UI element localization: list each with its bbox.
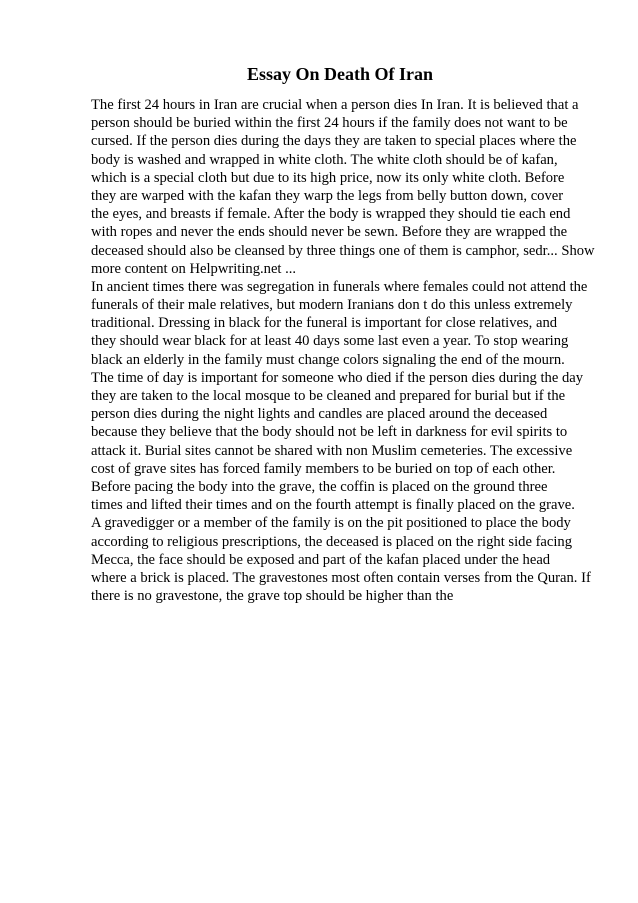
document-body (91, 96, 595, 605)
body-line: body is washed and wrapped in white cloth. The white cloth should be of kafan, (91, 151, 558, 168)
body-line: attack it. Burial sites cannot be shared with non Muslim cemeteries. The excessive (91, 442, 573, 459)
body-line: person dies during the night lights and candles are placed around the deceased (91, 406, 548, 423)
body-line: traditional. Dressing in black for the funeral is important for close relatives, and (91, 315, 558, 332)
body-line: times and lifted their times and on the fourth attempt is finally placed on the grave. (91, 497, 575, 514)
body-line: In ancient times there was segregation in funerals where females could not attend the (91, 278, 588, 295)
body-line: funerals of their male relatives, but modern Iranians don t do this unless extremely (91, 297, 573, 314)
body-line: with ropes and never the ends should never be sewn. Before they are wrapped the (91, 224, 568, 241)
body-line: according to religious prescriptions, the deceased is placed on the right side facing (91, 533, 573, 550)
body-line: Mecca, the face should be exposed and part of the kafan placed under the head (91, 551, 551, 568)
body-line: more content on Helpwriting.net ... (91, 260, 297, 277)
body-line: A gravedigger or a member of the family is on the pit positioned to place the body (91, 515, 571, 532)
body-line: The time of day is important for someone who died if the person dies during the day (91, 369, 584, 386)
body-line: person should be buried within the first 24 hours if the family does not want to be (91, 115, 568, 132)
body-line: which is a special cloth but due to its high price, now its only white cloth. Before (91, 169, 565, 186)
body-line: cost of grave sites has forced family members to be buried on top of each other. (91, 460, 556, 477)
body-line: deceased should also be cleansed by three things one of them is camphor, sedr... Show (91, 242, 595, 259)
body-line: cursed. If the person dies during the days they are taken to special places where the (91, 133, 577, 150)
body-line: the eyes, and breasts if female. After the body is wrapped they should tie each end (91, 206, 571, 223)
body-line: there is no gravestone, the grave top should be higher than the (91, 588, 454, 605)
body-line: The first 24 hours in Iran are crucial when a person dies In Iran. It is believed that a (91, 97, 579, 113)
body-line: where a brick is placed. The gravestones most often contain verses from the Quran. If (91, 569, 591, 586)
body-line: Before pacing the body into the grave, the coffin is placed on the ground three (91, 478, 548, 495)
body-line: because they believe that the body should not be left in darkness for evil spirits to (91, 424, 568, 441)
body-line: they are taken to the local mosque to be cleaned and prepared for burial but if the (91, 388, 566, 404)
body-line: they are warped with the kafan they warp the legs from belly button down, cover (91, 187, 564, 204)
body-line: they should wear black for at least 40 days some last even a year. To stop wearing (91, 333, 569, 350)
body-line: black an elderly in the family must change colors signaling the end of the mourn. (91, 351, 565, 368)
document-title: Essay On Death Of Iran (246, 64, 434, 84)
